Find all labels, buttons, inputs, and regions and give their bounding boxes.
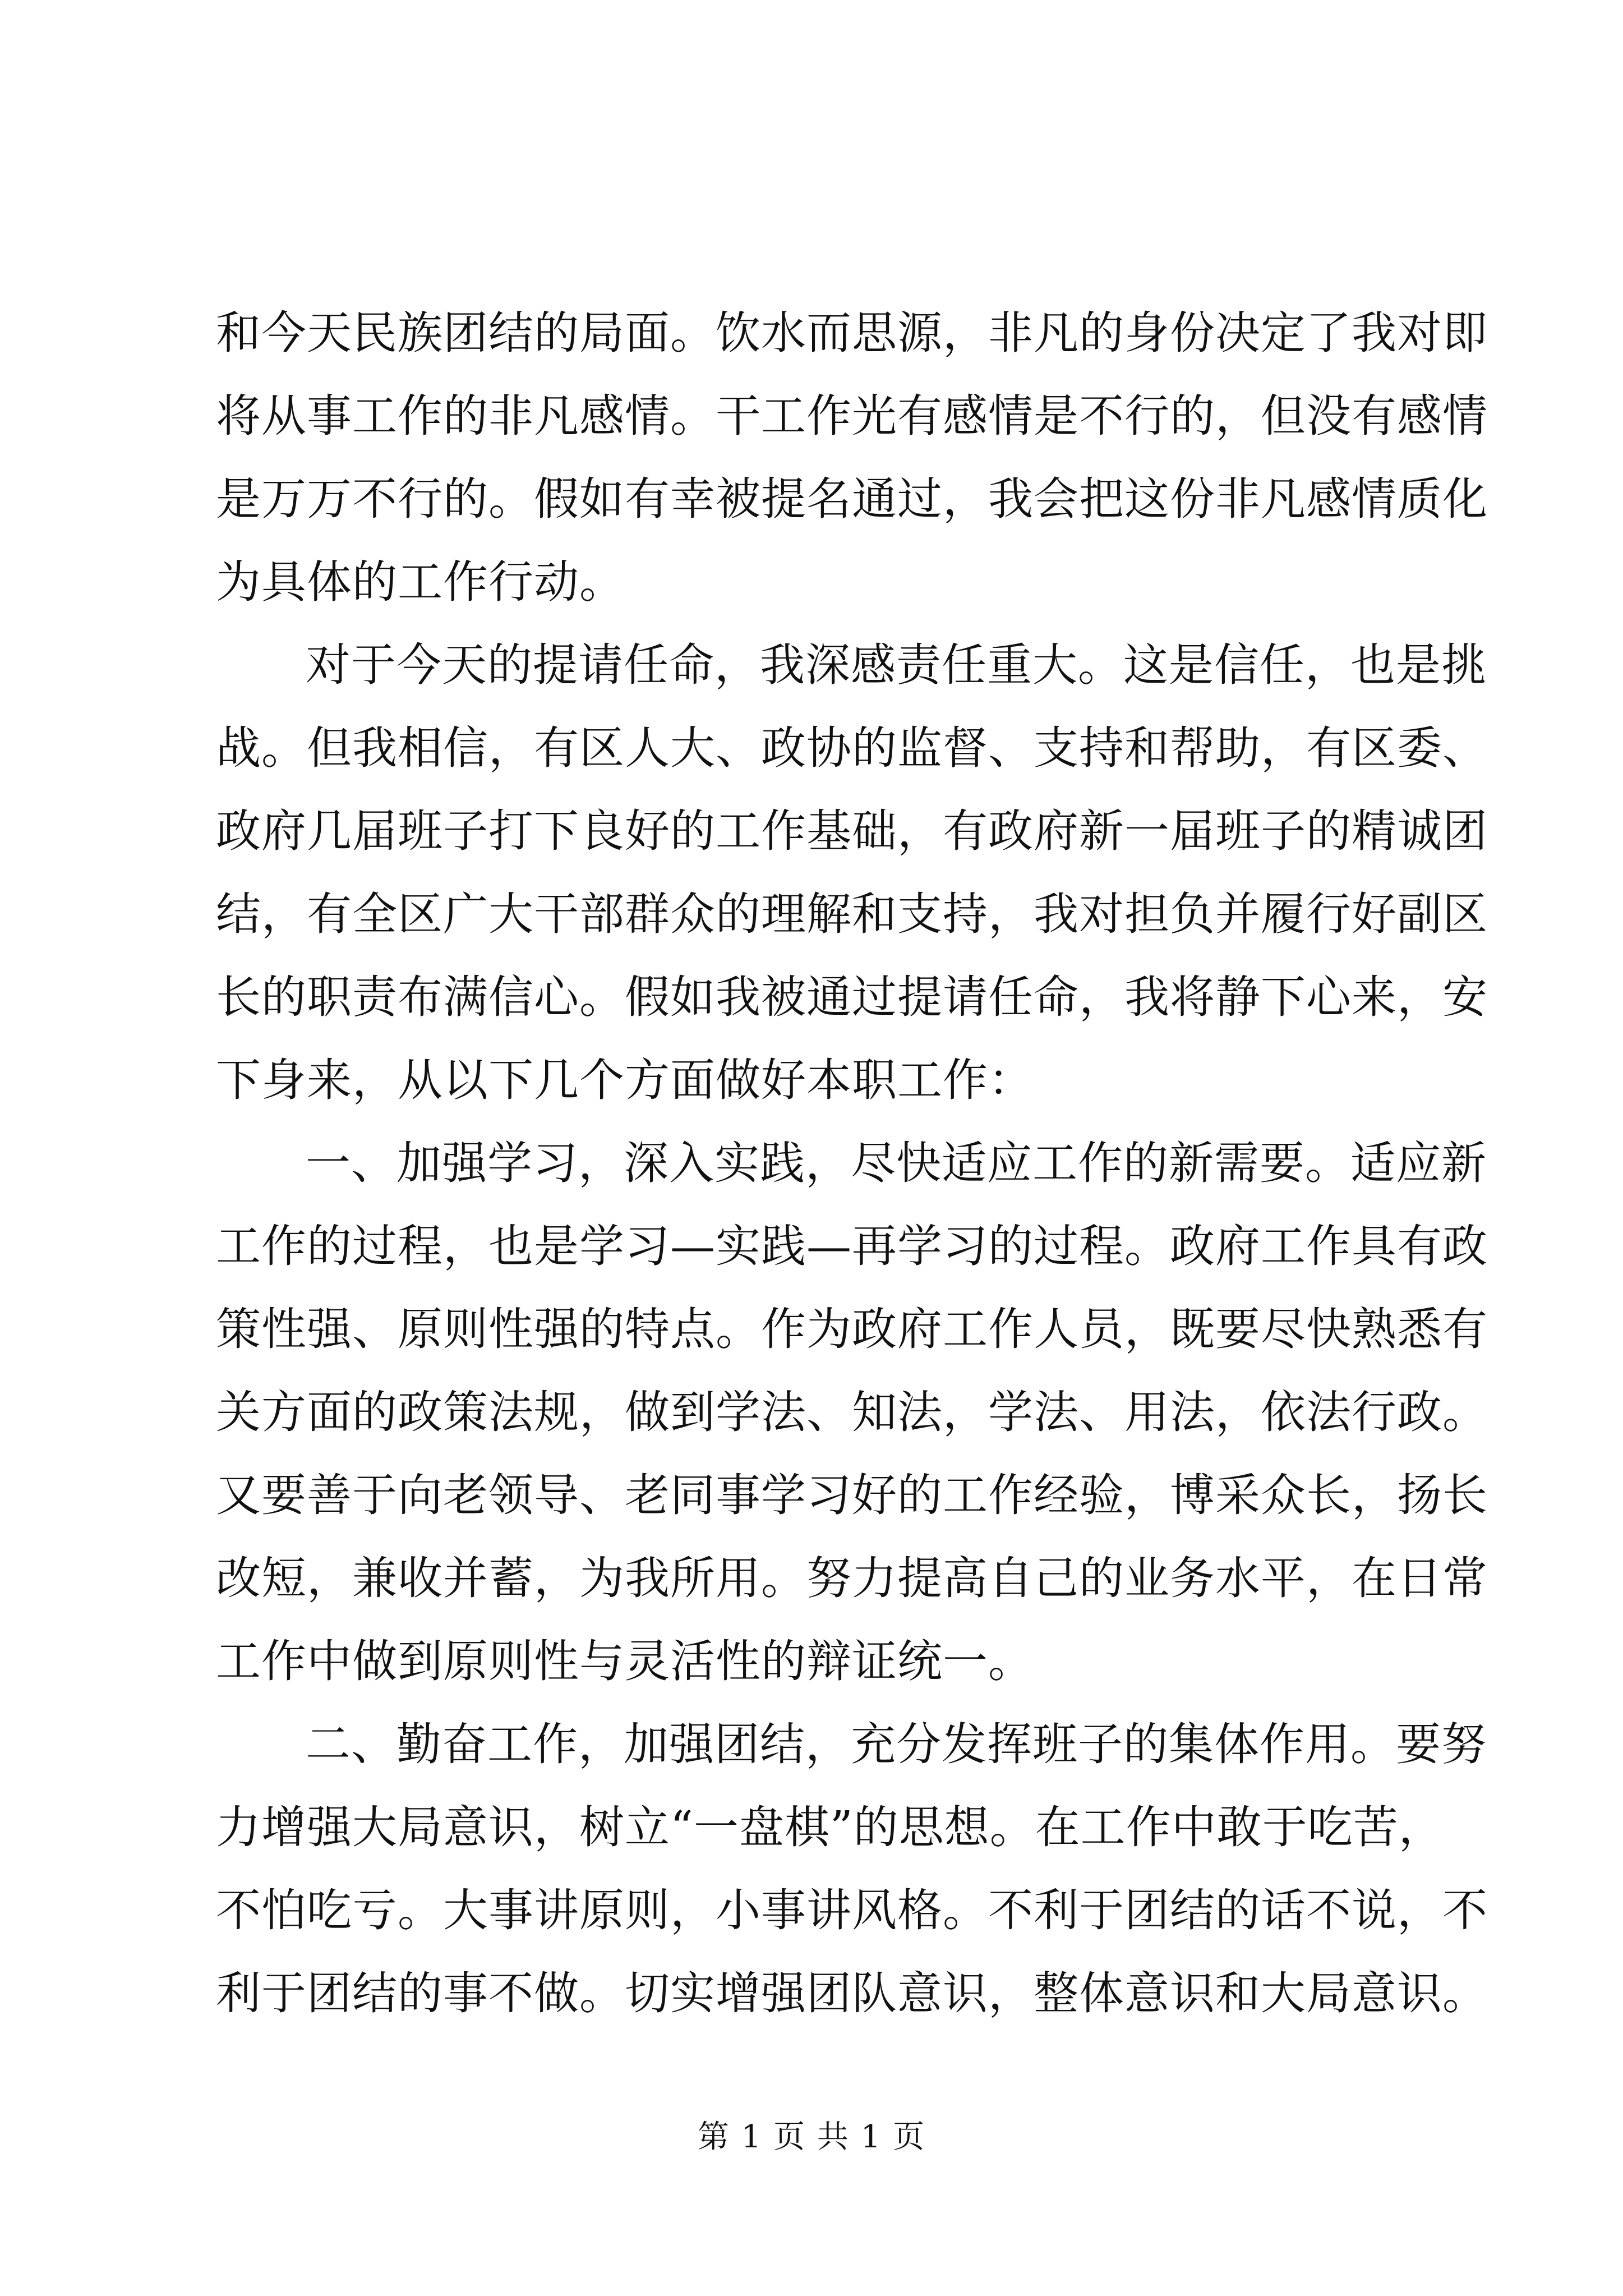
text-line: 将从事工作的非凡感情。干工作光有感情是不行的，但没有感情	[216, 390, 1488, 442]
text-line: 策性强、原则性强的特点。作为政府工作人员，既要尽快熟悉有	[216, 1303, 1488, 1355]
text-line: 工作的过程，也是学习—实践—再学习的过程。政府工作具有政	[216, 1220, 1488, 1272]
text-line: 长的职责布满信心。假如我被通过提请任命，我将静下心来，安	[216, 971, 1488, 1023]
text-line: 工作中做到原则性与灵活性的辩证统一。	[216, 1635, 1034, 1687]
text-line: 结，有全区广大干部群众的理解和支持，我对担负并履行好副区	[216, 888, 1488, 940]
page-footer: 第 1 页 共 1 页	[697, 2119, 926, 2155]
text-line: 利于团结的事不做。切实增强团队意识，整体意识和大局意识。	[216, 1967, 1488, 2019]
paragraph-first-line: 对于今天的提请任命，我深感责任重大。这是信任，也是挑	[306, 639, 1487, 691]
text-line: 战。但我相信，有区人大、政协的监督、支持和帮助，有区委、	[216, 722, 1488, 774]
paragraph-first-line: 二、勤奋工作，加强团结，充分发挥班子的集体作用。要努	[306, 1718, 1487, 1770]
text-line: 关方面的政策法规，做到学法、知法，学法、用法，依法行政。	[216, 1386, 1488, 1438]
paragraph-first-line: 一、加强学习，深入实践，尽快适应工作的新需要。适应新	[306, 1137, 1487, 1189]
text-line: 为具体的工作行动。	[216, 556, 625, 608]
text-line: 又要善于向老领导、老同事学习好的工作经验，博采众长，扬长	[216, 1469, 1488, 1521]
body-text	[216, 292, 1488, 2035]
text-line: 下身来，从以下几个方面做好本职工作：	[216, 1054, 1034, 1106]
text-line: 和今天民族团结的局面。饮水而思源，非凡的身份决定了我对即	[216, 307, 1488, 359]
text-line: 是万万不行的。假如有幸被提名通过，我会把这份非凡感情质化	[216, 473, 1488, 525]
text-line: 力增强大局意识，树立“一盘棋”的思想。在工作中敢于吃苦，	[216, 1801, 1444, 1853]
text-line: 改短，兼收并蓄，为我所用。努力提高自己的业务水平，在日常	[216, 1552, 1488, 1604]
text-line: 政府几届班子打下良好的工作基础，有政府新一届班子的精诚团	[216, 805, 1488, 857]
text-line: 不怕吃亏。大事讲原则，小事讲风格。不利于团结的话不说，不	[216, 1884, 1488, 1936]
